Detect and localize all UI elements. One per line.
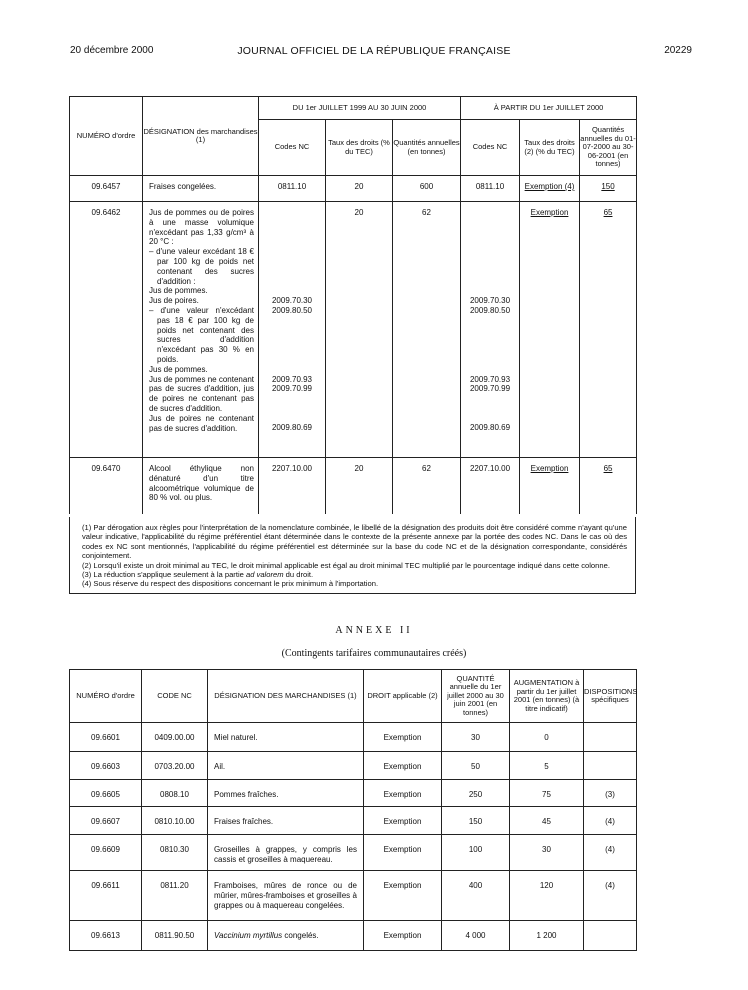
row-quant: 65 (580, 202, 637, 458)
cell-aug: 5 (510, 752, 584, 780)
col-codes-2: Codes NC (461, 120, 520, 176)
period-1: DU 1er JUILLET 1999 AU 30 JUIN 2000 (259, 97, 461, 120)
cell-droit: Exemption (364, 780, 442, 807)
row-quant: 65 (580, 458, 637, 514)
cell-num: 09.6607 (70, 807, 142, 835)
code-line: 2009.80.69 (469, 423, 511, 433)
table-row (70, 807, 637, 835)
row-num: 09.6457 (70, 176, 143, 202)
cell-aug: 75 (510, 780, 584, 807)
des-line: – d'une valeur excédant 18 € par 100 kg de poids net contenant des sucres d'addition : (149, 247, 254, 286)
col-codes-1: Codes NC (259, 120, 326, 176)
col-code: CODE NC (142, 670, 208, 723)
row-quant: 62 (393, 202, 461, 458)
cell-aug: 1 200 (510, 921, 584, 951)
table-row (70, 723, 637, 752)
col-designation: DÉSIGNATION DES MARCHANDISES (1) (208, 670, 364, 723)
row-codes (461, 202, 520, 458)
cell-qte: 4 000 (442, 921, 510, 951)
col-taux-2: Taux des droits (2) (% du TEC) (520, 120, 580, 176)
des-line: Jus de poires ne contenant pas de sucres d'addition. (149, 413, 254, 433)
table-row (70, 871, 637, 921)
cell-droit: Exemption (364, 835, 442, 871)
code-line: 2009.70.99 (469, 384, 511, 394)
row-taux: 20 (326, 458, 393, 514)
des-line: Jus de pommes ne contenant pas de sucres d'addition, jus de poires ne contenant pas de sucres d'addition. (149, 374, 254, 413)
cell-num: 09.6601 (70, 723, 142, 752)
cell-code: 0811.90.50 (142, 921, 208, 951)
cell-code: 0409.00.00 (142, 723, 208, 752)
footnotes (69, 517, 636, 594)
col-quant-1: Quantités annuelles (en tonnes) (393, 120, 461, 176)
table-row (70, 176, 637, 202)
tariff-table-2 (69, 669, 637, 951)
cell-disp: (4) (584, 871, 637, 921)
code-line: 2009.70.30 (271, 296, 313, 305)
tariff-table-1 (69, 96, 637, 514)
code-line: 2009.70.93 (271, 374, 313, 384)
cell-disp (584, 723, 637, 752)
header-date: 20 décembre 2000 (70, 45, 154, 56)
cell-disp: (4) (584, 807, 637, 835)
cell-num: 09.6605 (70, 780, 142, 807)
header-title: JOURNAL OFFICIEL DE LA RÉPUBLIQUE FRANÇAISE (237, 45, 511, 57)
col-numero: NUMÉRO d'ordre (70, 97, 143, 176)
col-dispositions: DISPOSITIONS spécifiques (584, 670, 637, 723)
col-numero: NUMÉRO d'ordre (70, 670, 142, 723)
row-num: 09.6470 (70, 458, 143, 514)
table-row (70, 780, 637, 807)
code-line: 2009.70.99 (271, 384, 313, 394)
cell-num: 09.6609 (70, 835, 142, 871)
cell-qte: 250 (442, 780, 510, 807)
cell-des: Fraises fraîches. (208, 807, 364, 835)
code-line: 2009.80.50 (271, 305, 313, 315)
annex-subtitle: (Contingents tarifaires communautaires créés) (281, 648, 467, 659)
table-row (70, 835, 637, 871)
row-code: 0811.10 (461, 176, 520, 202)
table-row (70, 458, 637, 514)
period-2: À PARTIR DU 1er JUILLET 2000 (461, 97, 637, 120)
des-rest: congelés. (282, 931, 319, 940)
row-designation: Fraises congelées. (143, 176, 259, 202)
row-quant: 62 (393, 458, 461, 514)
cell-qte: 150 (442, 807, 510, 835)
cell-des: Miel naturel. (208, 723, 364, 752)
cell-code: 0810.30 (142, 835, 208, 871)
cell-num: 09.6613 (70, 921, 142, 951)
cell-code: 0811.20 (142, 871, 208, 921)
row-quant: 150 (580, 176, 637, 202)
col-quant-2: Quantités annuelles du 01-07-2000 au 30-06-2001 (en tonnes) (580, 120, 637, 176)
row-taux: Exemption (4) (520, 176, 580, 202)
footnote: (2) Lorsqu'il existe un droit minimal au TEC, le droit minimal applicable est égal au droit minimal TEC multiplié par le pourcentage indiqué dans cette colonne. (82, 560, 610, 570)
footnote: (3) La réduction s'applique seulement à la partie ad valorem du droit. (82, 570, 314, 580)
cell-code: 0808.10 (142, 780, 208, 807)
cell-qte: 50 (442, 752, 510, 780)
cell-des (208, 921, 364, 951)
cell-des: Ail. (208, 752, 364, 780)
cell-disp: (4) (584, 835, 637, 871)
header-page: 20229 (664, 45, 692, 56)
cell-droit: Exemption (364, 807, 442, 835)
col-quantite: QUANTITÉ annuelle du 1er juillet 2000 au 30 juin 2001 (en tonnes) (442, 670, 510, 723)
row-code: 2207.10.00 (259, 458, 326, 514)
annex-title: ANNEXE II (335, 625, 413, 636)
row-designation: Alcool éthylique non dénaturé d'un titre alcoométrique volumique de 80 % vol. ou plus. (143, 458, 259, 514)
cell-aug: 45 (510, 807, 584, 835)
table-row (70, 921, 637, 951)
code-line: 2009.70.93 (469, 374, 511, 384)
row-code: 0811.10 (259, 176, 326, 202)
cell-des: Groseilles à grappes, y compris les cassis et groseilles à maquereau. (208, 835, 364, 871)
row-codes (259, 202, 326, 458)
row-taux: Exemption (520, 202, 580, 458)
col-droit: DROIT applicable (2) (364, 670, 442, 723)
cell-qte: 100 (442, 835, 510, 871)
col-taux-1: Taux des droits (% du TEC) (326, 120, 393, 176)
cell-aug: 0 (510, 723, 584, 752)
col-augmentation: AUGMENTATION à partir du 1er juillet 2001 (en tonnes) (à titre indicatif) (510, 670, 584, 723)
row-taux: Exemption (520, 458, 580, 514)
des-line: Jus de pommes. (149, 286, 208, 296)
cell-droit: Exemption (364, 752, 442, 780)
row-num: 09.6462 (70, 202, 143, 458)
code-line: 2009.80.50 (469, 305, 511, 315)
cell-aug: 120 (510, 871, 584, 921)
cell-disp: (3) (584, 780, 637, 807)
cell-code: 0810.10.00 (142, 807, 208, 835)
cell-qte: 400 (442, 871, 510, 921)
des-line: Jus de poires. (149, 296, 199, 306)
cell-qte: 30 (442, 723, 510, 752)
table-row (70, 202, 637, 458)
cell-droit: Exemption (364, 871, 442, 921)
row-taux: 20 (326, 176, 393, 202)
cell-aug: 30 (510, 835, 584, 871)
row-taux: 20 (326, 202, 393, 458)
col-designation: DÉSIGNATION des marchandises (1) (143, 97, 259, 176)
footnote: (1) Par dérogation aux règles pour l'interprétation de la nomenclature combinée, le libellé de la désignation des produits doit être considéré comme n'ayant qu'une valeur indicative, l'applicabilité du régime préférentiel étant déterminée dans le contexte de la présente annexe par la portée des codes NC. Dans le cas où des codes ex NC sont mentionnés, l'applicabilité du régime préférentiel est déterminée sur la base du code NC et de la désignation correspondante, considérés conjointement. (82, 523, 627, 561)
code-line: 2009.70.30 (469, 296, 511, 305)
row-quant: 600 (393, 176, 461, 202)
cell-disp (584, 752, 637, 780)
row-designation (143, 202, 259, 458)
footnote: (4) Sous réserve du respect des dispositions concernant le prix minimum à l'importation. (82, 579, 379, 589)
row-code: 2207.10.00 (461, 458, 520, 514)
table-row (70, 752, 637, 780)
des-line: Jus de pommes. (149, 364, 208, 374)
des-line: – d'une valeur n'excédant pas 18 € par 100 kg de poids net contenant des sucres d'addition n'excédant pas 30 % en poids. (149, 305, 254, 364)
des-line: Jus de pommes ou de poires à une masse volumique n'excédant pas 1,33 g/cm³ à 20 °C : (149, 208, 254, 247)
code-line: 2009.80.69 (271, 423, 313, 433)
cell-des: Pommes fraîches. (208, 780, 364, 807)
cell-des: Framboises, mûres de ronce ou de mûrier, mûres-framboises et groseilles à grappes ou à maquereau congelées. (208, 871, 364, 921)
cell-disp (584, 921, 637, 951)
cell-droit: Exemption (364, 723, 442, 752)
cell-num: 09.6611 (70, 871, 142, 921)
des-italic: Vaccinium myrtillus (214, 931, 283, 940)
cell-droit: Exemption (364, 921, 442, 951)
cell-num: 09.6603 (70, 752, 142, 780)
cell-code: 0703.20.00 (142, 752, 208, 780)
